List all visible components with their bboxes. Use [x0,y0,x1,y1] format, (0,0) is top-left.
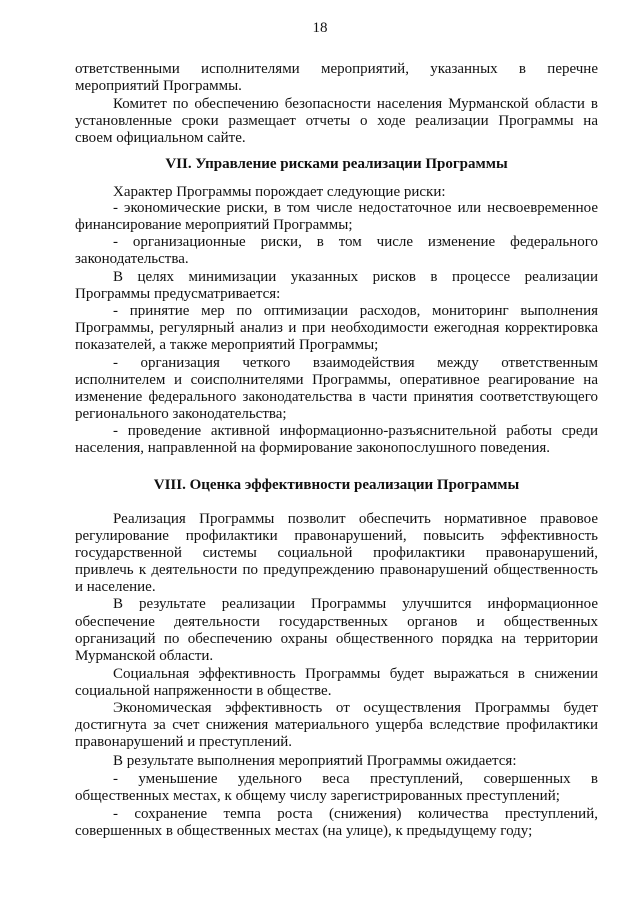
text-line: показателей, а также мероприятий Программы; [75,337,379,353]
text-line: общественных местах, к общему числу зарегистрированных преступлений; [75,788,560,804]
text-line: Комитет по обеспечению безопасности населения Мурманской области в [113,96,598,112]
text-line: мероприятий Программы. [75,78,242,94]
text-line: населения, направленной на формирование законопослушного поведения. [75,440,551,456]
text-line: достигнута за счет снижения материального ущерба вследствие профилактики [75,717,598,733]
text-line: регулирование профилактики правонарушений, повысить эффективность [75,528,598,544]
text-line: организаций по обеспечению охраны общественного порядка на территории [75,631,598,647]
text-line: регионального законодательства; [75,406,287,422]
text-line: Социальная эффективность Программы будет выражаться в снижении [113,666,598,682]
text-line: В результате выполнения мероприятий Программы ожидается: [113,753,517,769]
text-line: исполнителем и соисполнителями Программы, оперативное реагирование на [75,372,598,388]
text-line: В результате реализации Программы улучшится информационное [113,596,598,612]
page-number: 18 [312,20,328,36]
text-line: изменение федерального законодательства в части принятия соответствующего [75,389,598,405]
text-line: Реализация Программы позволит обеспечить нормативное правовое [113,511,598,527]
text-line: В целях минимизации указанных рисков в процессе реализации [113,269,598,285]
text-line: своем официальном сайте. [75,130,246,146]
text-line: Экономическая эффективность от осуществления Программы будет [113,700,598,716]
text-line: - экономические риски, в том числе недостаточное или несвоевременное [113,200,598,216]
text-line: - сохранение темпа роста (снижения) количества преступлений, [113,806,598,822]
text-line: - принятие мер по оптимизации расходов, мониторинг выполнения [113,303,598,319]
text-line: Программы предусматривается: [75,286,281,302]
text-line: и население. [75,579,156,595]
text-line: - уменьшение удельного веса преступлений, совершенных в [113,771,598,787]
text-line: государственной системы социальной профилактики правонарушений, [75,545,598,561]
text-line: Программы, регулярный анализ и при необходимости ежегодная корректировка [75,320,598,336]
text-line: финансирование мероприятий Программы; [75,217,353,233]
text-line: - организация четкого взаимодействия между ответственным [113,355,598,371]
text-line: законодательства. [75,251,189,267]
text-line: привлечь к деятельности по предупреждению правонарушений общественность [75,562,598,578]
text-line: правонарушений и преступлений. [75,734,293,750]
text-line: Мурманской области. [75,648,214,664]
text-line: Характер Программы порождает следующие риски: [113,184,446,200]
text-line: - проведение активной информационно-разъяснительной работы среди [113,423,598,439]
text-line: обеспечение деятельности государственных органов и общественных [75,614,598,630]
text-line: ответственными исполнителями мероприятий, указанных в перечне [75,61,598,77]
section-heading-vii: VII. Управление рисками реализации Программы [165,156,508,172]
section-heading-viii: VIII. Оценка эффективности реализации Программы [153,477,520,493]
text-line: установленные сроки размещает отчеты о ходе реализации Программы на [75,113,598,129]
text-line: совершенных в общественных местах (на улице), к предыдущему году; [75,823,533,839]
text-line: - организационные риски, в том числе изменение федерального [113,234,598,250]
text-line: социальной напряженности в обществе. [75,683,332,699]
